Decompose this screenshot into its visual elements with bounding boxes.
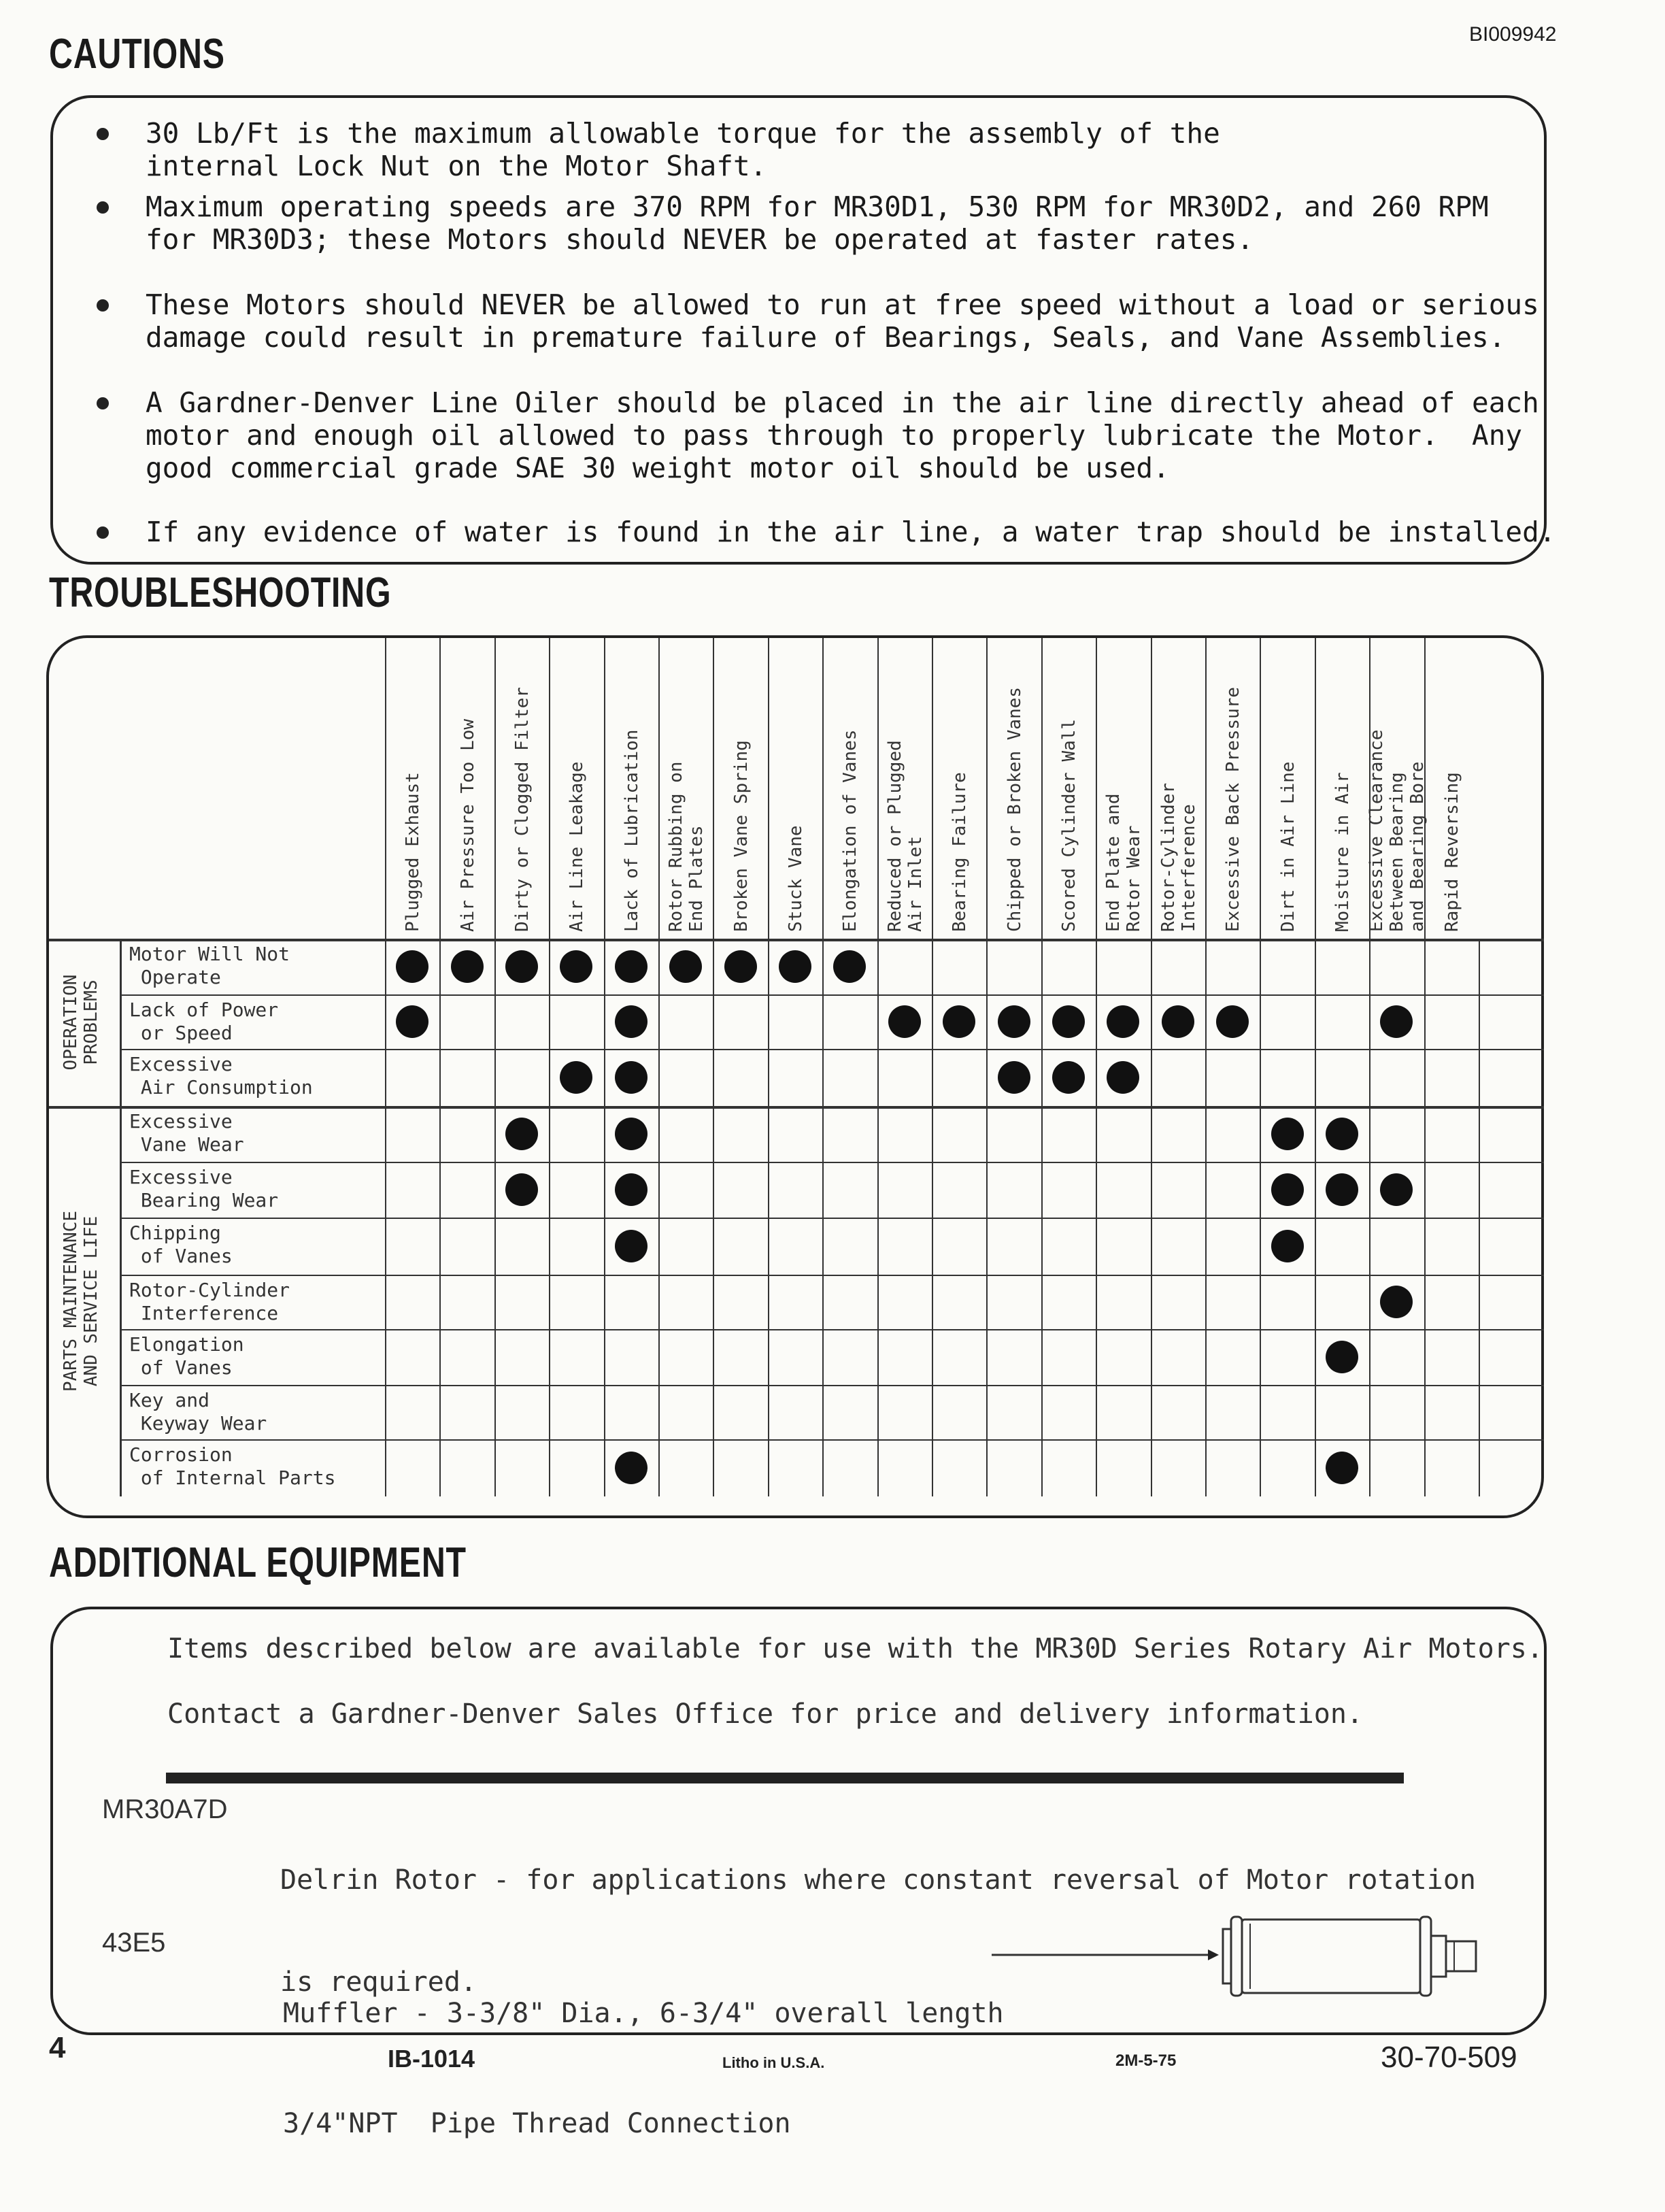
cause-mark-dot	[505, 950, 538, 983]
grid-line	[120, 1049, 1544, 1050]
column-header	[549, 638, 603, 939]
cause-mark-dot	[615, 1118, 648, 1150]
cause-mark-dot	[505, 1173, 538, 1206]
document-id: BI009942	[1469, 23, 1557, 46]
row-label: Excessive Bearing Wear	[129, 1166, 279, 1211]
cause-mark-dot	[615, 950, 648, 983]
troubleshooting-heading: TROUBLESHOOTING	[49, 569, 392, 616]
grid-line	[1205, 939, 1207, 1496]
pipe-thread-connection	[1446, 1941, 1476, 1971]
grid-line	[1096, 939, 1097, 1496]
cause-mark-dot	[560, 1061, 592, 1094]
grid-line	[120, 1275, 1544, 1276]
cause-mark-dot	[615, 1452, 648, 1484]
cause-mark-dot	[615, 1061, 648, 1094]
column-header-label: Scored Cylinder Wall	[1058, 718, 1079, 932]
row-label: Key and Keyway Wear	[129, 1389, 267, 1435]
bullet-icon	[97, 128, 109, 140]
grid-line	[1041, 939, 1043, 1496]
caution-line: good commercial grade SAE 30 weight motor oil should be used.	[146, 452, 1170, 484]
caution-text	[146, 386, 1539, 484]
row-label: Lack of Power or Speed	[129, 999, 279, 1044]
cause-mark-dot	[1326, 1452, 1358, 1484]
caution-line: Maximum operating speeds are 370 RPM for MR30D1, 530 RPM for MR30D2, and 260 RPM	[146, 190, 1489, 223]
muffler-flange	[1420, 1917, 1431, 1996]
column-header	[986, 638, 1041, 939]
grid-line	[768, 939, 769, 1496]
column-header-label: Bearing Failure	[949, 772, 971, 932]
grid-line	[494, 939, 496, 1496]
row-label: Elongation of Vanes	[129, 1333, 244, 1379]
column-header	[713, 638, 767, 939]
cause-mark-dot	[669, 950, 702, 983]
muffler-nipple	[1431, 1936, 1446, 1977]
caution-text	[146, 190, 1489, 256]
contact-text: Contact a Gardner-Denver Sales Office for price and delivery information.	[167, 1698, 1363, 1730]
cause-mark-dot	[615, 1173, 648, 1206]
cause-mark-dot	[615, 1230, 648, 1262]
column-header	[1096, 638, 1150, 939]
column-header	[1366, 638, 1428, 939]
cause-mark-dot	[1107, 1061, 1139, 1094]
grid-line	[120, 994, 1544, 996]
column-header-label: Chipped or Broken Vanes	[1004, 686, 1025, 932]
caution-text	[146, 516, 1555, 548]
column-header	[1041, 638, 1096, 939]
column-header-label: Stuck Vane	[785, 825, 806, 932]
cause-mark-dot	[451, 950, 484, 983]
grid-line	[1479, 939, 1480, 1496]
bullet-icon	[97, 526, 109, 539]
bullet-icon	[97, 299, 109, 312]
caution-line: damage could result in premature failure of Bearings, Seals, and Vane Assemblies.	[146, 321, 1506, 354]
muffler-body	[1242, 1920, 1420, 1993]
item-description-line: Delrin Rotor - for applications where constant reversal of Motor rotation	[280, 1864, 1476, 1896]
cause-mark-dot	[396, 950, 428, 983]
grid-line	[49, 1106, 1544, 1109]
column-header	[385, 638, 439, 939]
column-header-label: Broken Vane Spring	[730, 740, 752, 932]
cause-mark-dot	[779, 950, 811, 983]
muffler-flange	[1231, 1917, 1242, 1996]
column-header-label: Excessive Clearance Between Bearing and Bearing Bore	[1366, 729, 1428, 932]
grid-line	[604, 939, 605, 1496]
caution-line: A Gardner-Denver Line Oiler should be placed in the air line directly ahead of each	[146, 386, 1539, 419]
grid-line	[658, 939, 660, 1496]
column-header	[932, 638, 986, 939]
cause-mark-dot	[1271, 1173, 1304, 1206]
item-description-line: Muffler - 3-3/8" Dia., 6-3/4" overall length	[283, 1998, 1004, 2029]
item-description-line: is required.	[280, 1966, 477, 1998]
column-header-label: Lack of Lubrication	[621, 729, 642, 932]
cause-mark-dot	[1107, 1005, 1139, 1038]
additional-equipment-heading: ADDITIONAL EQUIPMENT	[49, 1539, 467, 1586]
page-number: 4	[49, 2031, 66, 2064]
grid-line	[120, 1329, 1544, 1330]
cause-mark-dot	[505, 1118, 538, 1150]
column-header-label: Dirty or Clogged Filter	[511, 686, 533, 932]
column-header-label: End Plate and Rotor Wear	[1103, 793, 1145, 932]
cause-mark-dot	[998, 1061, 1030, 1094]
cause-mark-dot	[888, 1005, 921, 1038]
grid-line	[713, 939, 714, 1496]
litho-note: Litho in U.S.A.	[722, 2054, 825, 2071]
column-header-label: Rapid Reversing	[1441, 772, 1462, 932]
cause-mark-dot	[1380, 1286, 1413, 1318]
column-header	[877, 638, 932, 939]
column-header-label: Rotor Rubbing on End Plates	[666, 761, 707, 932]
caution-line: motor and enough oil allowed to pass through to properly lubricate the Motor. Any	[146, 419, 1523, 452]
column-header-label: Moisture in Air	[1332, 772, 1353, 932]
cause-mark-dot	[1326, 1118, 1358, 1150]
column-header-label: Air Line Leakage	[567, 761, 588, 932]
row-label: Chipping of Vanes	[129, 1222, 233, 1267]
bullet-icon	[97, 201, 109, 214]
column-header-label: Rotor-Cylinder Interference	[1158, 782, 1199, 932]
caution-line: If any evidence of water is found in the air line, a water trap should be installed.	[146, 516, 1556, 548]
cause-mark-dot	[1271, 1230, 1304, 1262]
item-code: MR30A7D	[102, 1794, 228, 1824]
column-header	[1151, 638, 1205, 939]
row-group-label: OPERATION PROBLEMS	[61, 974, 101, 1071]
column-header-label: Excessive Back Pressure	[1223, 686, 1244, 932]
bullet-icon	[97, 397, 109, 409]
cause-mark-dot	[1052, 1061, 1085, 1094]
pointer-arrow-head	[1208, 1949, 1219, 1960]
column-header	[1205, 638, 1260, 939]
cause-mark-dot	[615, 1005, 648, 1038]
grid-line	[120, 1218, 1544, 1219]
row-label: Corrosion of Internal Parts	[129, 1443, 336, 1489]
item-description-line: 3/4"NPT Pipe Thread Connection	[283, 2108, 791, 2139]
cause-mark-dot	[560, 950, 592, 983]
divider	[166, 1773, 1404, 1783]
cause-mark-dot	[1380, 1173, 1413, 1206]
grid-line	[1151, 939, 1152, 1496]
troubleshooting-chart	[46, 635, 1544, 1518]
cautions-panel	[50, 95, 1556, 565]
caution-line: 30 Lb/Ft is the maximum allowable torque for the assembly of the	[146, 117, 1220, 150]
column-header-label: Dirt in Air Line	[1277, 761, 1298, 932]
column-header-label: Plugged Exhaust	[403, 772, 424, 932]
grid-line	[549, 939, 550, 1496]
column-header	[604, 638, 658, 939]
caution-line: These Motors should NEVER be allowed to run at free speed without a load or serious	[146, 288, 1539, 321]
grid-line	[439, 939, 441, 1496]
cautions-heading: CAUTIONS	[49, 31, 225, 78]
grid-line	[1369, 939, 1370, 1496]
row-label: Excessive Air Consumption	[129, 1053, 313, 1099]
grid-line	[120, 1385, 1544, 1386]
column-header-label: Elongation of Vanes	[840, 729, 861, 932]
cause-mark-dot	[943, 1005, 975, 1038]
cause-mark-dot	[724, 950, 757, 983]
row-group-label: PARTS MAINTENANCE AND SERVICE LIFE	[61, 1210, 101, 1392]
column-header	[1315, 638, 1369, 939]
column-header	[822, 638, 877, 939]
cause-mark-dot	[1216, 1005, 1249, 1038]
item-code: 43E5	[102, 1928, 166, 1958]
document-code: IB-1014	[388, 2045, 475, 2073]
grid-line	[932, 939, 933, 1496]
column-header	[494, 638, 549, 939]
grid-line	[120, 939, 122, 1496]
column-header	[658, 638, 713, 939]
cause-mark-dot	[1326, 1173, 1358, 1206]
column-header	[439, 638, 494, 939]
grid-line	[1315, 939, 1316, 1496]
grid-line	[120, 1439, 1544, 1441]
row-label: Rotor-Cylinder Interference	[129, 1279, 290, 1324]
form-number: 30-70-509	[1381, 2041, 1517, 2074]
print-code: 2M-5-75	[1115, 2051, 1177, 2070]
column-header	[1424, 638, 1479, 939]
column-header-label: Reduced or Plugged Air Inlet	[884, 740, 926, 932]
grid-line	[385, 939, 386, 1496]
cause-mark-dot	[1326, 1341, 1358, 1373]
muffler-end-cap	[1223, 1929, 1231, 1983]
row-label: Excessive Vane Wear	[129, 1110, 244, 1156]
cause-mark-dot	[1271, 1118, 1304, 1150]
grid-line	[822, 939, 824, 1496]
caution-line: internal Lock Nut on the Motor Shaft.	[146, 150, 767, 182]
caution-line: for MR30D3; these Motors should NEVER be operated at faster rates.	[146, 223, 1254, 256]
row-label: Motor Will Not Operate	[129, 943, 290, 988]
cause-mark-dot	[1052, 1005, 1085, 1038]
caution-text	[146, 288, 1539, 354]
cause-mark-dot	[1380, 1005, 1413, 1038]
cause-mark-dot	[396, 1005, 428, 1038]
column-header	[1260, 638, 1314, 939]
grid-line	[120, 1162, 1544, 1163]
cause-mark-dot	[833, 950, 866, 983]
grid-line	[986, 939, 988, 1496]
column-header	[768, 638, 822, 939]
cause-mark-dot	[1162, 1005, 1194, 1038]
intro-text: Items described below are available for use with the MR30D Series Rotary Air Motors.	[167, 1633, 1543, 1664]
cause-mark-dot	[998, 1005, 1030, 1038]
caution-text	[146, 117, 1220, 182]
grid-line	[1260, 939, 1261, 1496]
grid-line	[1424, 939, 1426, 1496]
grid-line	[877, 939, 879, 1496]
muffler-drawing	[992, 1909, 1522, 2004]
grid-line	[49, 939, 1544, 941]
column-header-label: Air Pressure Too Low	[457, 718, 478, 932]
